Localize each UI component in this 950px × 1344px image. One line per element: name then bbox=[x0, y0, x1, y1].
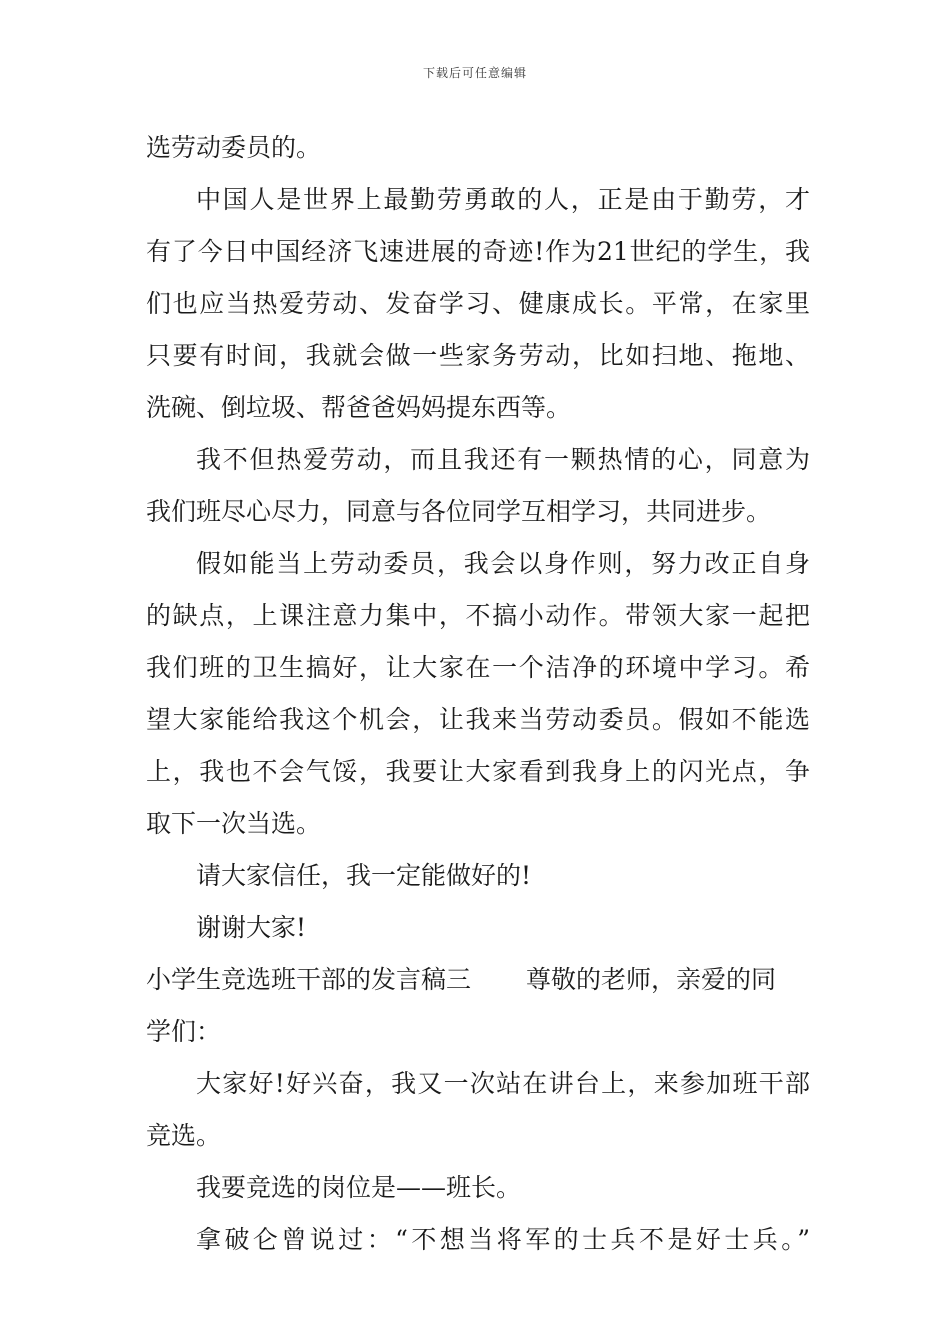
text-line: 的缺点，上课注意力集中，不搞小动作。带领大家一起把 bbox=[146, 601, 810, 630]
text-line: 假如能当上劳动委员，我会以身作则，努力改正自身 bbox=[196, 549, 810, 578]
text-line: 大家好!好兴奋，我又一次站在讲台上，来参加班干部 bbox=[196, 1069, 810, 1098]
section-title-line bbox=[146, 954, 810, 1006]
text-line: 我不但热爱劳动，而且我还有一颗热情的心，同意为 bbox=[196, 445, 810, 474]
text-line: 选劳动委员的。 bbox=[146, 133, 322, 162]
text-line: 我们班尽心尽力，同意与各位同学互相学习，共同进步。 bbox=[146, 497, 772, 526]
page-header: 下载后可任意编辑 bbox=[422, 66, 527, 80]
text-line: 洗碗、倒垃圾、帮爸爸妈妈提东西等。 bbox=[146, 393, 572, 422]
section-title: 小学生竞选班干部的发言稿三 bbox=[146, 965, 472, 994]
text-line: 谢谢大家! bbox=[196, 913, 307, 942]
salutation: 尊敬的老师，亲爱的同 bbox=[526, 965, 777, 994]
text-line: 竞选。 bbox=[146, 1121, 222, 1150]
text-line: 上，我也不会气馁，我要让大家看到我身上的闪光点，争 bbox=[146, 757, 810, 786]
text-line: 请大家信任，我一定能做好的! bbox=[196, 861, 532, 890]
text-line: 们也应当热爱劳动、发奋学习、健康成长。平常，在家里 bbox=[146, 289, 810, 318]
text-line: 学们： bbox=[146, 1017, 222, 1046]
text-line: 有了今日中国经济飞速进展的奇迹!作为21世纪的学生，我 bbox=[146, 237, 810, 266]
text-line: 我们班的卫生搞好，让大家在一个洁净的环境中学习。希 bbox=[146, 653, 810, 682]
text-line: 我要竞选的岗位是——班长。 bbox=[196, 1173, 522, 1202]
text-line: 只要有时间，我就会做一些家务劳动，比如扫地、拖地、 bbox=[146, 341, 810, 370]
document-body bbox=[146, 122, 810, 1266]
text-line: 拿破仑曾说过：“不想当将军的士兵不是好士兵。” bbox=[196, 1225, 810, 1254]
text-line: 中国人是世界上最勤劳勇敢的人，正是由于勤劳，才 bbox=[196, 185, 810, 214]
text-line: 望大家能给我这个机会，让我来当劳动委员。假如不能选 bbox=[146, 705, 810, 734]
text-line: 取下一次当选。 bbox=[146, 809, 322, 838]
